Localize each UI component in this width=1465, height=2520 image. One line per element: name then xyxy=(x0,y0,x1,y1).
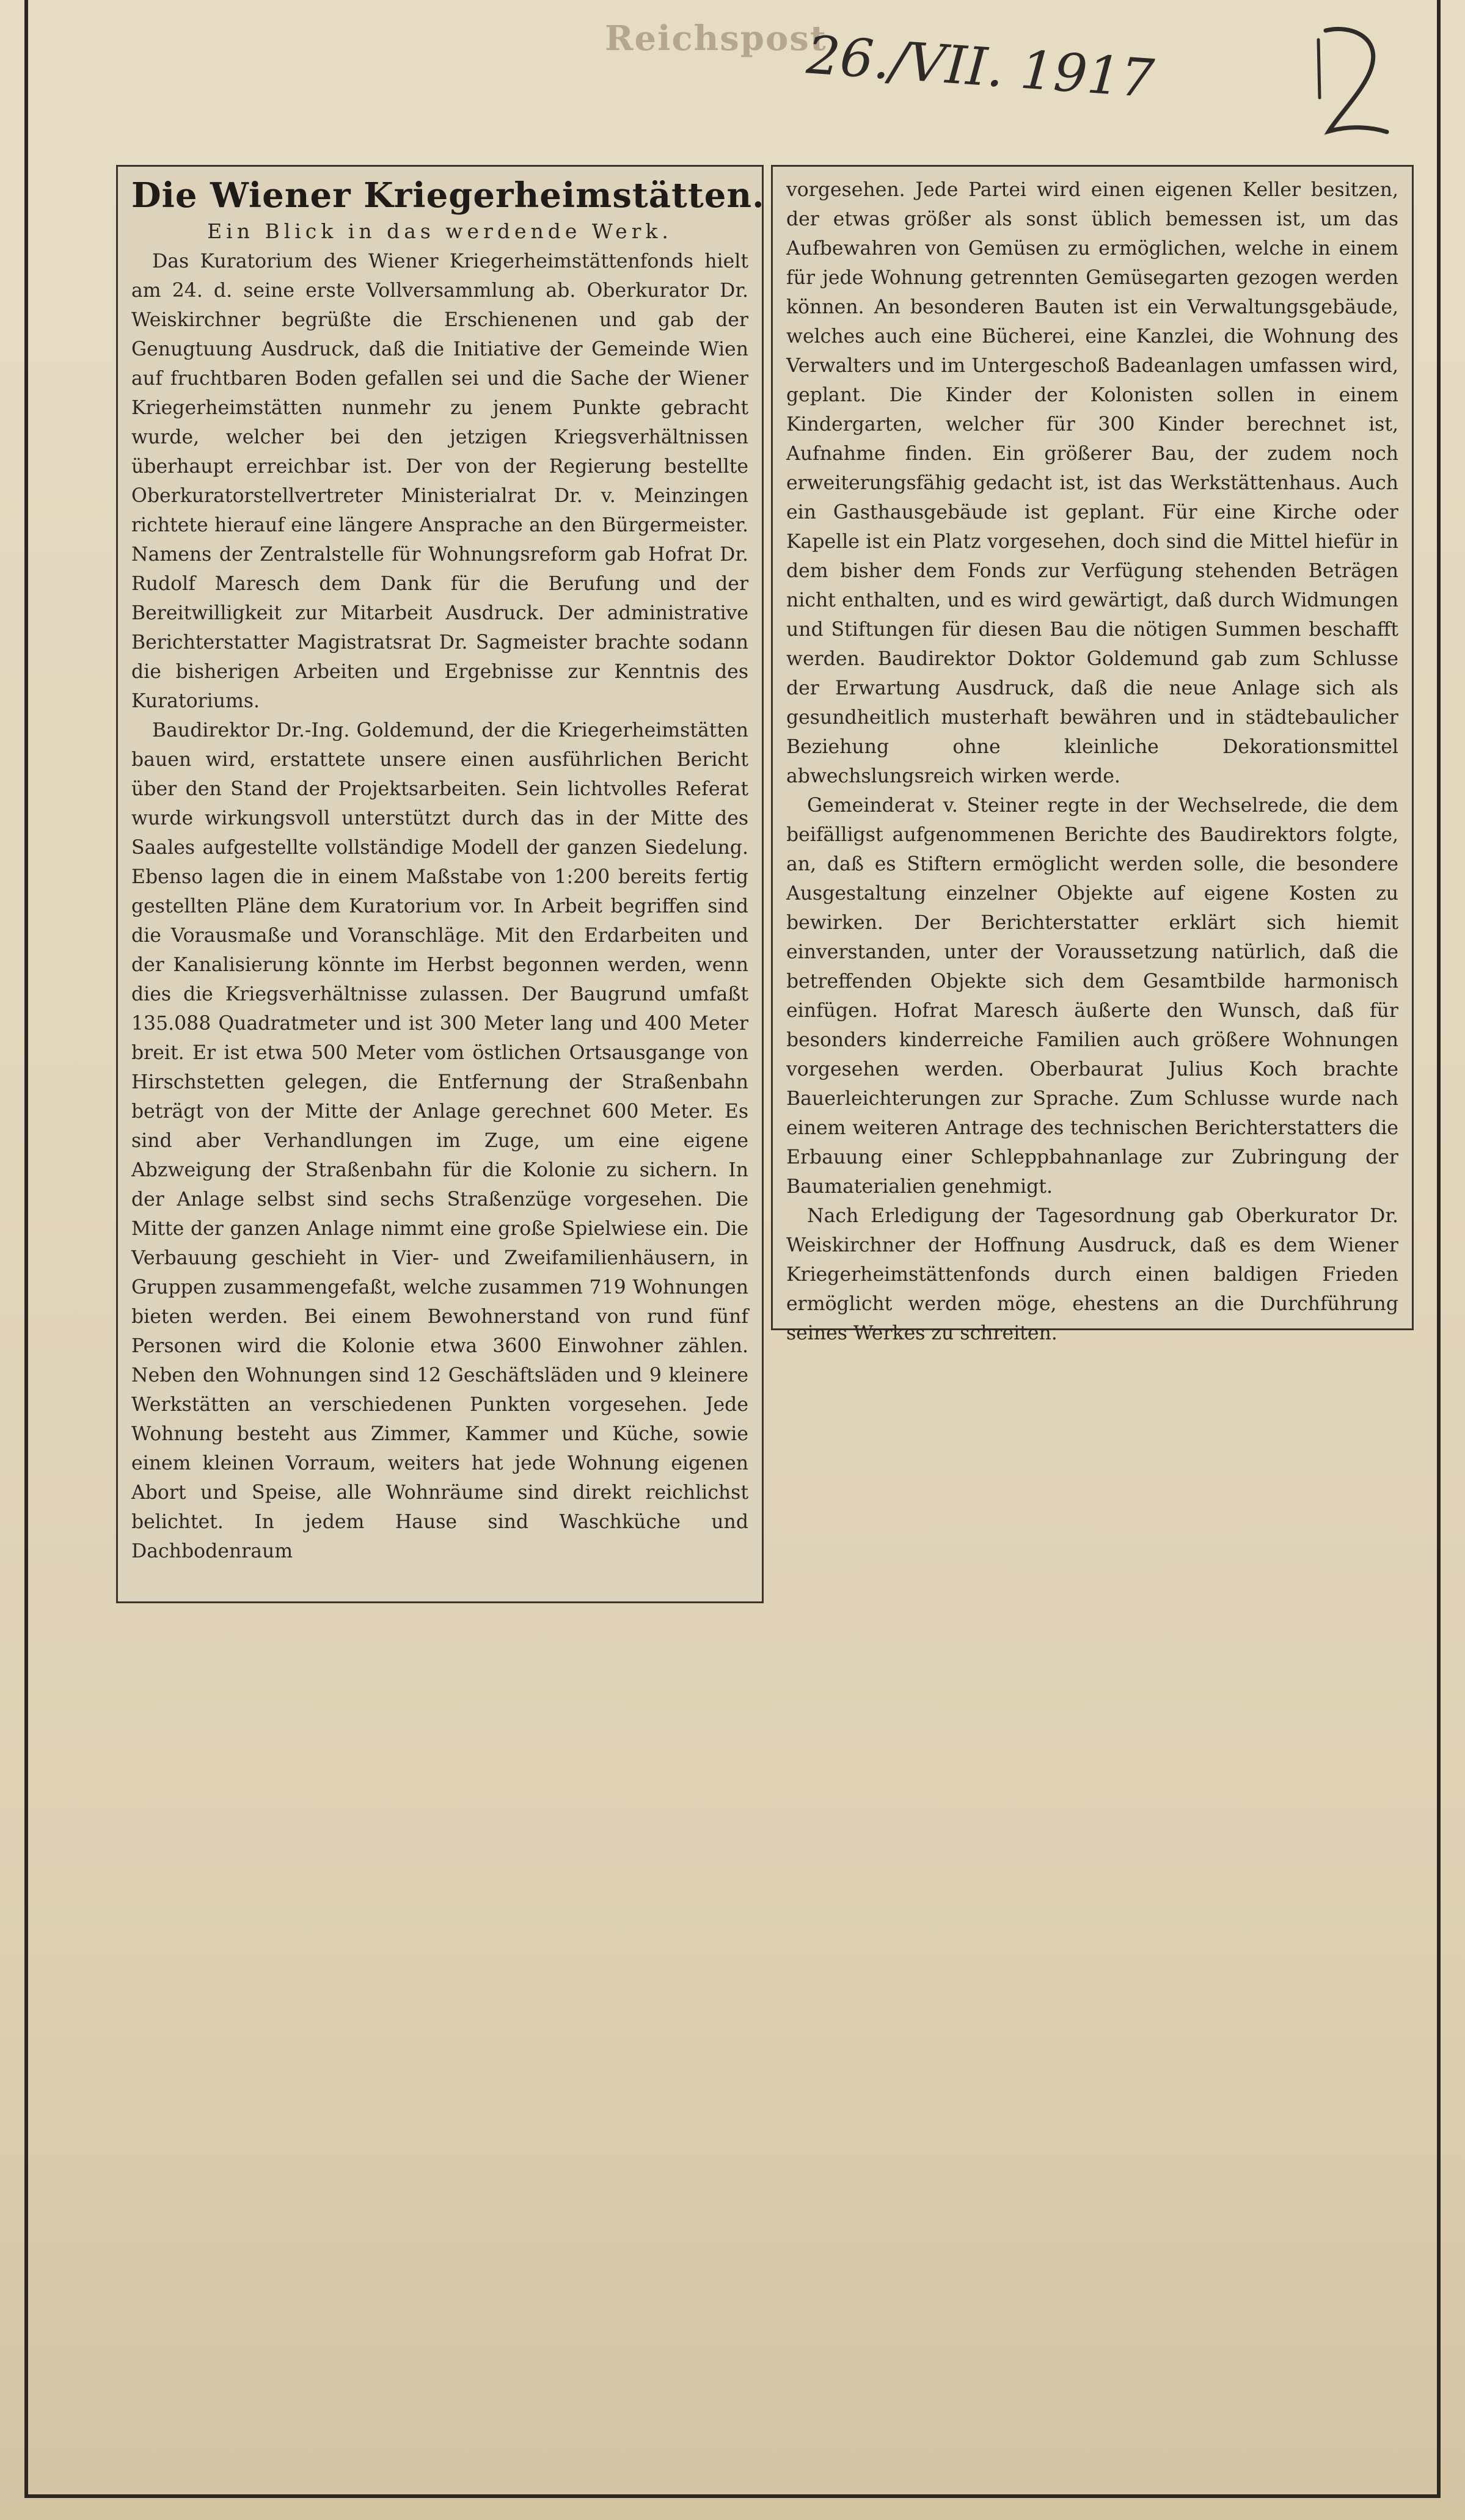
article-clipping-right-column xyxy=(771,165,1414,1344)
handwritten-number-mark xyxy=(1313,24,1393,140)
article-paragraph: Gemeinderat v. Steiner regte in der Wechselrede, die dem beifälligst aufgenommenen Berichte des Baudirektors folgte, an, daß es Stiftern ermöglicht werden solle, die besondere Ausgestaltung einzelner Objekte auf eigene Kosten zu bewirken. Der Berichterstatter erklärt sich hiemit einverstanden, unter der Voraussetzung natürlich, daß die betreffenden Objekte sich dem Gesamtbilde harmonisch einfügen. Hofrat Maresch äußerte den Wunsch, daß für besonders kinderreiche Familien auch größere Wohnungen vorgesehen werden. Oberbaurat Julius Koch brachte Bauerleichterungen zur Sprache. Zum Schlusse wurde nach einem weiteren Antrage des technischen Berichterstatters die Erbauung einer Schleppbahnanlage zur Zubringung der Baumaterialien genehmigt. xyxy=(786,795,1398,1198)
newspaper-stamp: Reichspost xyxy=(605,18,827,59)
article-clipping-left-column xyxy=(116,165,764,1603)
article-subheadline: Ein Blick in das werdende Werk. xyxy=(207,219,673,243)
article-paragraph: Baudirektor Dr.-Ing. Goldemund, der die Kriegerheimstätten bauen wird, erstattete unsere einen ausführlichen Bericht über den Stand der Projektsarbeiten. Sein lichtvolles Referat wurde wirkungsvoll unterstützt durch das in der Mitte des Saales aufgestellte vollständige Modell der ganzen Siedelung. Ebenso lagen die in einem Maßstabe von 1:200 bereits fertig gestellten Pläne dem Kuratorium vor. In Arbeit begriffen sind die Vorausmaße und Voranschläge. Mit den Erdarbeiten und der Kanalisierung könnte im Herbst begonnen werden, wenn dies die Kriegsverhältnisse zulassen. Der Baugrund umfaßt 135.088 Quadratmeter und ist 300 Meter lang und 400 Meter breit. Er ist etwa 500 Meter vom östlichen Ortsausgange von Hirschstetten gelegen, die Entfernung der Straßenbahn beträgt von der Mitte der Anlage gerechnet 600 Meter. Es sind aber Verhandlungen im Zuge, um eine eigene Abzweigung der Straßenbahn für die Kolonie zu sichern. In der Anlage selbst sind sechs Straßenzüge vorgesehen. Die Mitte der ganzen Anlage nimmt eine große Spielwiese ein. Die Verbauung geschieht in Vier- und Zweifamilienhäusern, in Gruppen zusammengefaßt, welche zusammen 719 Wohnungen bieten werden. Bei einem Bewohnerstand von rund fünf Personen wird die Kolonie etwa 3600 Einwohner zählen. Neben den Wohnungen sind 12 Geschäftsläden und 9 kleinere Werkstätten an verschiedenen Punkten vorgesehen. Jede Wohnung besteht aus Zimmer, Kammer und Küche, sowie einem kleinen Vorraum, weiters hat jede Wohnung eigenen Abort und Speise, alle Wohnräume sind direkt reichlichst belichtet. In jedem Hause sind Waschküche und Dachbodenraum xyxy=(131,719,748,1562)
article-paragraph: vorgesehen. Jede Partei wird einen eigenen Keller besitzen, der etwas größer als sonst üblich bemessen ist, um das Aufbewahren von Gemüsen zu ermöglichen, welche in einem für jede Wohnung getrennten Gemüsegarten gezogen werden können. An besonderen Bauten ist ein Verwaltungsgebäude, welches auch eine Bücherei, eine Kanzlei, die Wohnung des Verwalters und im Untergeschoß Badeanlagen umfassen wird, geplant. Die Kinder der Kolonisten sollen in einem Kindergarten, welcher für 300 Kinder berechnet ist, Aufnahme finden. Ein größerer Bau, der zudem noch erweiterungsfähig gedacht ist, ist das Werkstättenhaus. Auch ein Gasthausgebäude ist geplant. Für eine Kirche oder Kapelle ist ein Platz vorgesehen, doch sind die Mittel hiefür in dem bisher dem Fonds zur Verfügung stehenden Beträgen nicht enthalten, und es wird gewärtigt, daß durch Widmungen und Stiftungen für diesen Bau die nötigen Summen beschafft werden. Baudirektor Doktor Goldemund gab zum Schlusse der Erwartung Ausdruck, daß die neue Anlage sich als gesundheitlich musterhaft bewähren und in städtebaulicher Beziehung ohne kleinliche Dekorationsmittel abwechslungsreich wirken werde. xyxy=(786,179,1398,787)
article-headline: Die Wiener Kriegerheimstätten. xyxy=(131,175,765,216)
article-paragraph: Das Kuratorium des Wiener Kriegerheimstättenfonds hielt am 24. d. seine erste Vollversammlung ab. Oberkurator Dr. Weiskirchner begrüßte die Erschienenen und gab der Genugtuung Ausdruck, daß die Initiative der Gemeinde Wien auf fruchtbaren Boden gefallen sei und die Sache der Wiener Kriegerheimstätten nunmehr zu jenem Punkte gebracht wurde, welcher bei den jetzigen Kriegsverhältnissen überhaupt erreichbar ist. Der von der Regierung bestellte Oberkuratorstellvertreter Ministerialrat Dr. v. Meinzingen richtete hierauf eine längere Ansprache an den Bürgermeister. Namens der Zentralstelle für Wohnungsreform gab Hofrat Dr. Rudolf Maresch dem Dank für die Berufung und der Bereitwilligkeit zur Mitarbeit Ausdruck. Der administrative Berichterstatter Magistratsrat Dr. Sagmeister brachte sodann die bisherigen Arbeiten und Ergebnisse zur Kenntnis des Kuratoriums. xyxy=(131,250,748,712)
article-paragraph: Nach Erledigung der Tagesordnung gab Oberkurator Dr. Weiskirchner der Hoffnung Ausdruck, daß es dem Wiener Kriegerheimstättenfonds durch einen baldigen Frieden ermöglicht werden möge, ehestens an die Durchführung seines Werkes zu schreiten. xyxy=(786,1205,1398,1344)
handwritten-date: 26./VII. 1917 xyxy=(805,24,1156,110)
